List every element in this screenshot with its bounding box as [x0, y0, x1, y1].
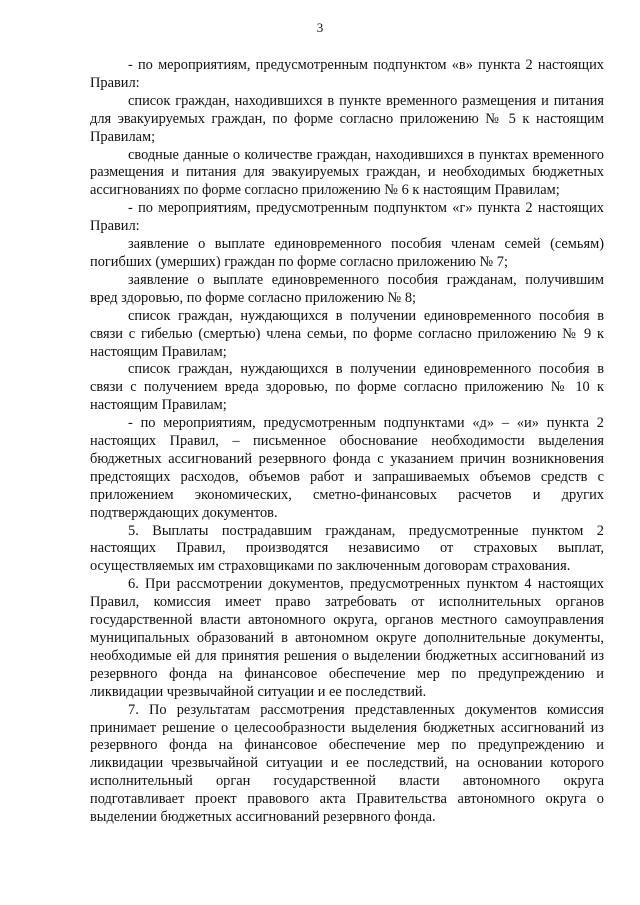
paragraph-item-6: 6. При рассмотрении документов, предусмотренных пунктом 4 настоящих Правил, комиссия имеет право затребовать от исполнительных органов государственной власти автономного округа, органов местного самоуправления муниципальных образований в автономном округе дополнительные документы, необходимые ей для принятия решения о выделении бюджетных ассигнований из резервного фонда на финансовое обеспечение мер по предупреждению и ликвидации чрезвычайной ситуации и ее последствий. [90, 576, 604, 700]
paragraph-subpoints-d-i: - по мероприятиям, предусмотренным подпунктами «д» – «и» пункта 2 настоящих Правил, – письменное обоснование необходимости выделения бюджетных ассигнований резервного фонда с указанием причин возникновения предстоящих расходов, объемов работ и запрашиваемых объемов средств с приложением экономических, сметно-финансовых расчетов и других подтверждающих документов. [90, 415, 604, 521]
paragraph-application-injured: заявление о выплате единовременного пособия гражданам, получившим вред здоровью, по форме согласно приложению № 8; [90, 271, 604, 306]
page-number: 3 [316, 20, 324, 35]
document-body [90, 57, 604, 827]
paragraph-list-deceased-family: список граждан, нуждающихся в получении единовременного пособия в связи с гибелью (смертью) члена семьи, по форме согласно приложению № 9 к настоящим Правилам; [90, 307, 604, 360]
paragraph-application-families: заявление о выплате единовременного пособия членам семей (семьям) погибших (умерших) граждан по форме согласно приложению № 7; [90, 236, 604, 270]
paragraph-summary-data: сводные данные о количестве граждан, находившихся в пунктах временного размещения и питания для эвакуируемых граждан, и необходимых бюджетных ассигнованиях по форме согласно приложению № 6 к настоящим Правилам; [90, 146, 604, 199]
paragraph-list-evacuees: список граждан, находившихся в пункте временного размещения и питания для эвакуируемых граждан, по форме согласно приложению № 5 к настоящим Правилам; [90, 92, 604, 145]
paragraph-item-5: 5. Выплаты пострадавшим гражданам, предусмотренные пунктом 2 настоящих Правил, производятся независимо от страховых выплат, осуществляемых им страховщиками по заключенным договорам страхования. [90, 522, 604, 575]
paragraph-item-7: 7. По результатам рассмотрения представленных документов комиссия принимает решение о целесообразности выделения бюджетных ассигнований из резервного фонда на финансовое обеспечение мер по предупреждению и ликвидации чрезвычайной ситуации и ее последствий, на основании которого исполнительный орган государственной власти автономного округа подготавливает проект правового акта Правительства автономного округа о выделении бюджетных ассигнований резервного фонда. [90, 701, 604, 826]
paragraph-subpoint-v-heading: - по мероприятиям, предусмотренным подпунктом «в» пункта 2 настоящих Правил: [90, 57, 604, 91]
paragraph-list-injured: список граждан, нуждающихся в получении единовременного пособия в связи с получением вреда здоровью, по форме согласно приложению № 10 к настоящим Правилам; [90, 361, 604, 414]
paragraph-subpoint-g-heading: - по мероприятиям, предусмотренным подпунктом «г» пункта 2 настоящих Правил: [90, 200, 604, 235]
